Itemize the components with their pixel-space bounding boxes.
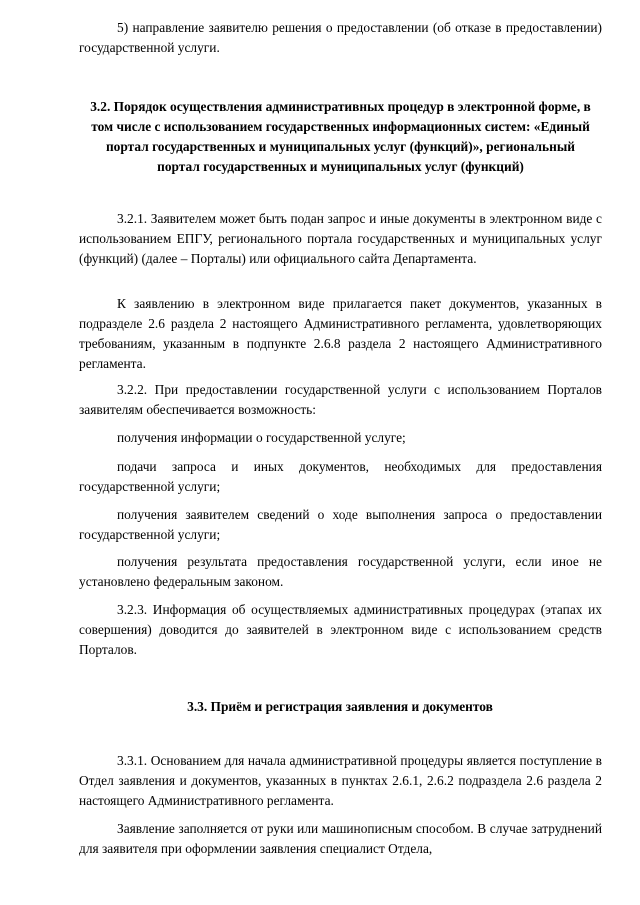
paragraph-3-2-1: 3.2.1. Заявителем может быть подан запрос и иные документы в электронном виде с использованием ЕПГУ, регионального портала государственных и муниципальных услуг (функций) (далее – Порталы) или официального сайта Департамента. bbox=[79, 211, 602, 266]
paragraph-item-5: 5) направление заявителю решения о предоставлении (об отказе в предоставлении) государственной услуги. bbox=[79, 20, 602, 55]
list-item-status: получения заявителем сведений о ходе выполнения запроса о предоставлении государственной услуги; bbox=[79, 507, 602, 542]
paragraph-3-2-2: 3.2.2. При предоставлении государственной услуги с использованием Порталов заявителям обеспечивается возможность: bbox=[79, 382, 602, 417]
paragraph-3-2-3: 3.2.3. Информация об осуществляемых административных процедурах (этапах их совершения) доводится до заявителей в электронном виде с использованием средств Порталов. bbox=[79, 602, 602, 657]
list-item-information: получения информации о государственной услуге; bbox=[117, 430, 406, 445]
list-item-result: получения результата предоставления государственной услуги, если иное не установлено федеральным законом. bbox=[79, 554, 602, 589]
paragraph-package-documents: К заявлению в электронном виде прилагается пакет документов, указанных в подразделе 2.6 раздела 2 настоящего Административного регламента, удовлетворяющих требованиям, указанным в подпункте 2.6.8 раздела 2 настоящего Административного регламента. bbox=[79, 296, 602, 371]
section-heading-3-2: 3.2. Порядок осуществления административных процедур в электронной форме, в том числе с использованием государственных информационных систем: «Единый портал государственных и муниципальных услуг (функций)», региональный портал государственных и муниципальных услуг (функций) bbox=[90, 99, 591, 174]
paragraph-application-fill: Заявление заполняется от руки или машинописным способом. В случае затруднений для заявителя при оформлении заявления специалист Отдела, bbox=[79, 821, 602, 856]
list-item-submit-request: подачи запроса и иных документов, необходимых для предоставления государственной услуги; bbox=[79, 459, 602, 494]
paragraph-3-3-1: 3.3.1. Основанием для начала административной процедуры является поступление в Отдел заявления и документов, указанных в пунктах 2.6.1, 2.6.2 подраздела 2.6 раздела 2 настоящего Административного регламента. bbox=[79, 753, 602, 808]
section-heading-3-3: 3.3. Приём и регистрация заявления и документов bbox=[187, 699, 493, 714]
